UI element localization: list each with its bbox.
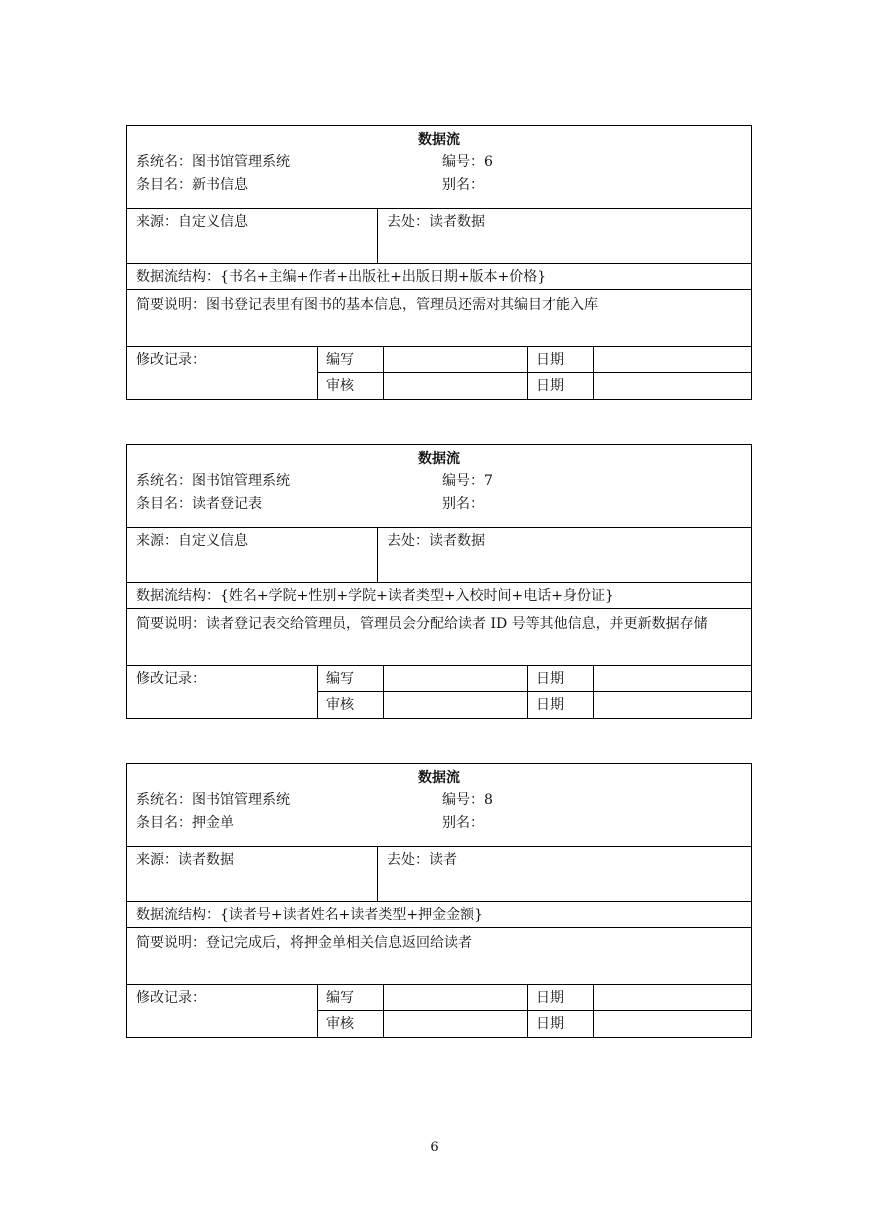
data-flow-card-7	[126, 444, 752, 719]
card-title: 数据流	[418, 132, 460, 148]
record-grid	[318, 666, 751, 718]
source: 来源：自定义信息	[127, 209, 378, 263]
data-flow-card-6	[126, 125, 752, 400]
write-value	[384, 985, 528, 1011]
record-label: 修改记录：	[127, 347, 318, 399]
review-date-label: 日期	[528, 692, 594, 718]
record-grid	[318, 347, 751, 399]
write-label: 编写	[318, 985, 384, 1011]
revision-record	[127, 665, 751, 718]
source: 来源：读者数据	[127, 847, 378, 901]
destination: 去处：读者数据	[387, 533, 485, 549]
system-name: 系统名：图书馆管理系统	[136, 792, 290, 808]
structure: 数据流结构：{读者号+读者姓名+读者类型+押金金额}	[127, 901, 751, 927]
write-value	[384, 666, 528, 692]
entry-number: 编号：8	[442, 792, 493, 808]
entry-number: 编号：7	[442, 473, 493, 489]
write-date-label: 日期	[528, 666, 594, 692]
write-label: 编写	[318, 666, 384, 692]
system-name: 系统名：图书馆管理系统	[136, 473, 290, 489]
source-destination-row	[127, 208, 751, 263]
write-value	[384, 347, 528, 373]
review-label: 审核	[318, 373, 384, 399]
write-date-value	[594, 347, 751, 373]
review-date-value	[594, 692, 751, 718]
review-value	[384, 1011, 528, 1037]
card-header	[127, 445, 751, 527]
review-value	[384, 692, 528, 718]
system-name: 系统名：图书馆管理系统	[136, 154, 290, 170]
destination: 去处：读者	[387, 852, 457, 868]
entry-name: 条目名：读者登记表	[136, 496, 262, 512]
destination: 去处：读者数据	[387, 214, 485, 230]
revision-record	[127, 346, 751, 399]
source-destination-row	[127, 846, 751, 901]
alias: 别名：	[442, 177, 484, 193]
review-date-value	[594, 373, 751, 399]
card-title: 数据流	[418, 770, 460, 786]
entry-name: 条目名：新书信息	[136, 177, 248, 193]
data-flow-card-8	[126, 763, 752, 1038]
write-date-label: 日期	[528, 985, 594, 1011]
record-label: 修改记录：	[127, 666, 318, 718]
source-destination-row	[127, 527, 751, 582]
description: 简要说明：登记完成后，将押金单相关信息返回给读者	[127, 927, 751, 984]
structure: 数据流结构：{书名+主编+作者+出版社+出版日期+版本+价格}	[127, 263, 751, 289]
card-title: 数据流	[418, 451, 460, 467]
write-date-label: 日期	[528, 347, 594, 373]
record-grid	[318, 985, 751, 1037]
record-label: 修改记录：	[127, 985, 318, 1037]
structure: 数据流结构：{姓名+学院+性别+学院+读者类型+入校时间+电话+身份证}	[127, 582, 751, 608]
alias: 别名：	[442, 496, 484, 512]
description: 简要说明：图书登记表里有图书的基本信息，管理员还需对其编目才能入库	[127, 289, 751, 346]
review-date-label: 日期	[528, 373, 594, 399]
write-date-value	[594, 985, 751, 1011]
entry-number: 编号：6	[442, 154, 493, 170]
review-value	[384, 373, 528, 399]
review-label: 审核	[318, 1011, 384, 1037]
review-label: 审核	[318, 692, 384, 718]
card-header	[127, 126, 751, 208]
card-header	[127, 764, 751, 846]
review-date-label: 日期	[528, 1011, 594, 1037]
write-label: 编写	[318, 347, 384, 373]
write-date-value	[594, 666, 751, 692]
entry-name: 条目名：押金单	[136, 815, 234, 831]
review-date-value	[594, 1011, 751, 1037]
alias: 别名：	[442, 815, 484, 831]
description: 简要说明：读者登记表交给管理员，管理员会分配给读者 ID 号等其他信息，并更新数据存储	[127, 608, 751, 665]
page-number: 6	[430, 1140, 439, 1155]
revision-record	[127, 984, 751, 1037]
source: 来源：自定义信息	[127, 528, 378, 582]
